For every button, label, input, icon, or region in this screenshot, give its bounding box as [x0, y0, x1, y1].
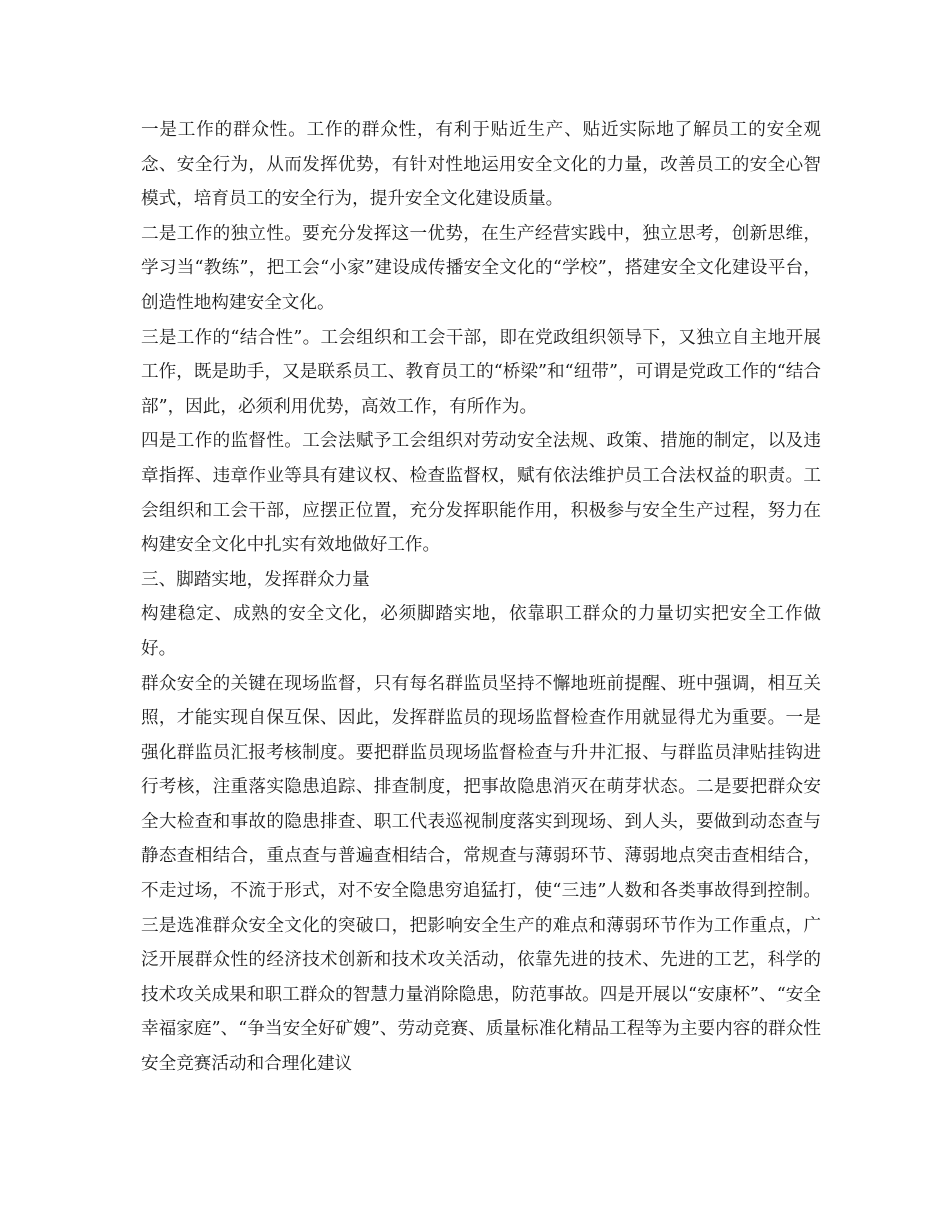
paragraph-stable-culture: 构建稳定、成熟的安全文化，必须脚踏实地，依靠职工群众的力量切实把安全工作做好。: [141, 604, 821, 659]
section-heading: 三、脚踏实地，发挥群众力量: [141, 569, 370, 590]
paragraph-on-site-supervision: 群众安全的关键在现场监督，只有每名群监员坚持不懈地班前提醒、班中强调，相互关照，才能实现自保互保、因此，发挥群监员的现场监督检查作用就显得尤为重要。一是强化群监员汇报考核制度。要把群监员现场监督检查与升井汇报、与群监员津贴挂钩进行考核，注重落实隐患追踪、排查制度，把事故隐患消灭在萌芽状态。二是要把群众安全大检查和事故的隐患排查、职工代表巡视制度落实到现场、到人头，要做到动态查与静态查相结合，重点查与普遍查相结合，常规查与薄弱环节、薄弱地点突击查相结合，不走过场，不流于形式，对不安全隐患穷追猛打，使“三违”人数和各类事故得到控制。三是选准群众安全文化的突破口，把影响安全生产的难点和薄弱环节作为工作重点，广泛开展群众性的经济技术创新和技术攻关活动，依靠先进的技术、先进的工艺，科学的技术攻关成果和职工群众的智慧力量消除隐患，防范事故。四是开展以“安康杯”、“安全幸福家庭”、“争当安全好矿嫂”、劳动竞赛、质量标准化精品工程等为主要内容的群众性安全竞赛活动和合理化建议: [141, 673, 821, 1075]
paragraph-mass-nature: 一是工作的群众性。工作的群众性，有利于贴近生产、贴近实际地了解员工的安全观念、安全行为，从而发挥优势，有针对性地运用安全文化的力量，改善员工的安全心智模式，培育员工的安全行为，提升安全文化建设质量。: [141, 120, 821, 210]
paragraph-independence: 二是工作的独立性。要充分发挥这一优势，在生产经营实践中，独立思考，创新思维，学习当“教练”，把工会“小家”建设成传播安全文化的“学校”，搭建安全文化建设平台，创造性地构建安全文化。: [141, 223, 821, 313]
document-body: [141, 113, 821, 1082]
paragraph-supervision: 四是工作的监督性。工会法赋予工会组织对劳动安全法规、政策、措施的制定，以及违章指挥、违章作业等具有建议权、检查监督权，赋有依法维护员工合法权益的职责。工会组织和工会干部，应摆正位置，充分发挥职能作用，积极参与安全生产过程，努力在构建安全文化中扎实有效地做好工作。: [141, 431, 821, 556]
paragraph-integration: 三是工作的“结合性”。工会组织和工会干部，即在党政组织领导下，又独立自主地开展工作，既是助手，又是联系员工、教育员工的“桥梁”和“纽带”，可谓是党政工作的“结合部”，因此，必须利用优势，高效工作，有所作为。: [141, 327, 821, 417]
